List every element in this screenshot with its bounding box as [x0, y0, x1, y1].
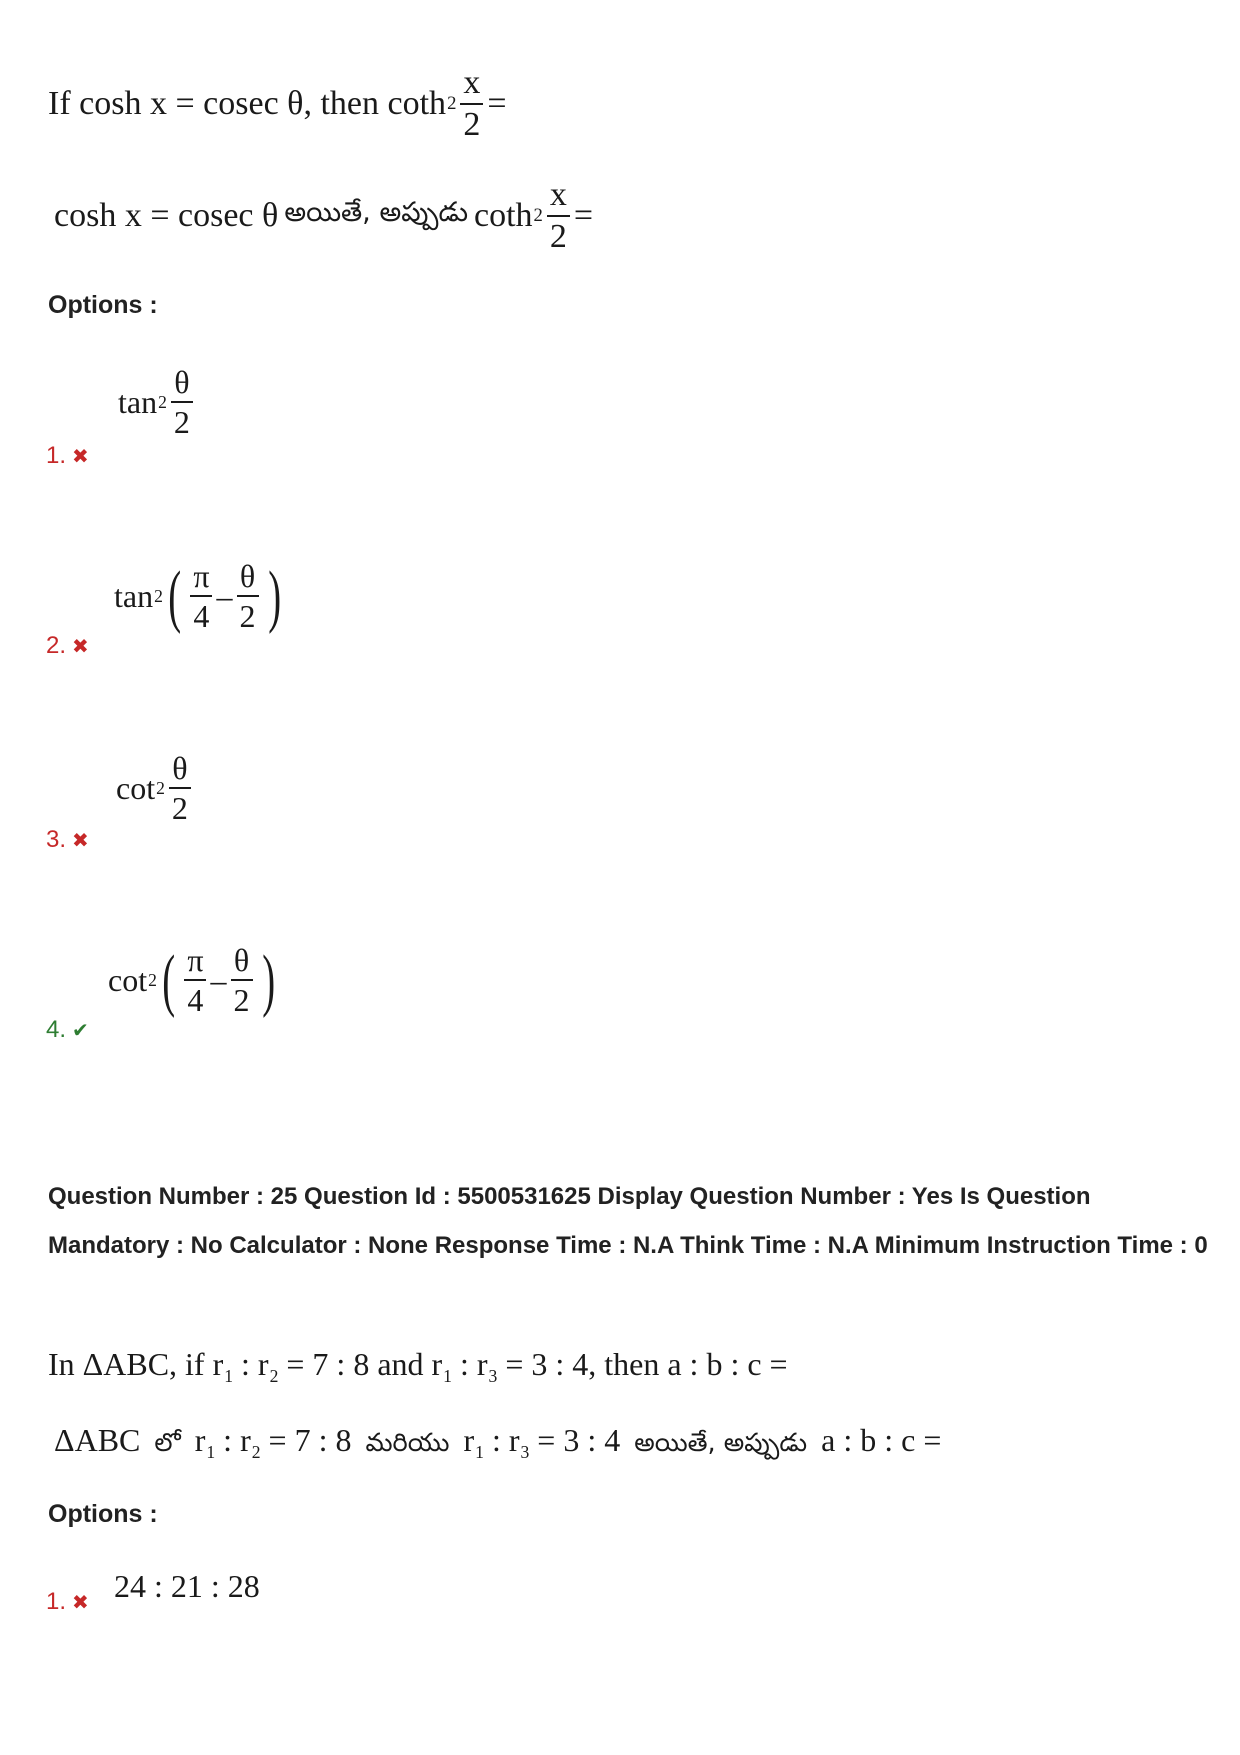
function-name: tan	[114, 577, 154, 614]
subscript: 2	[251, 1442, 261, 1463]
fraction-numerator: θ	[239, 558, 256, 594]
option-number: 1.	[46, 442, 67, 469]
fraction-numerator: θ	[174, 364, 190, 400]
q25-te-mariyu: మరియు	[365, 1428, 450, 1458]
q24-option-3-formula	[116, 752, 195, 824]
function-name: tan	[118, 383, 158, 420]
fraction-denominator: 4	[184, 979, 206, 1016]
fraction-theta-over-2	[231, 944, 253, 1016]
fraction-denominator: 2	[237, 595, 259, 632]
fraction-pi-over-4	[184, 944, 206, 1016]
left-paren: (	[162, 940, 176, 1019]
q24-te-coth: coth	[473, 197, 533, 234]
left-paren: (	[168, 556, 182, 635]
wrong-cross-icon: ✖	[72, 636, 89, 658]
exponent: 2	[156, 777, 165, 798]
fraction-pi-over-4	[190, 560, 212, 632]
q24-exponent: 2	[447, 93, 457, 114]
q25-text-pre: In ΔABC, if r	[48, 1346, 224, 1382]
q25-statement-english	[48, 1346, 788, 1387]
option-number: 3.	[46, 826, 67, 853]
fraction	[169, 752, 191, 824]
subscript: 1	[206, 1442, 216, 1463]
q25-te-colon: : r	[483, 1422, 520, 1458]
option-text: 24 : 21 : 28	[114, 1568, 260, 1604]
q25-statement-telugu	[54, 1422, 941, 1464]
q24-options-label: Options :	[48, 291, 158, 319]
q25-option-1-formula	[114, 1568, 260, 1605]
q25-te-ratio2: = 3 : 4	[529, 1422, 621, 1458]
correct-check-icon: ✔	[72, 1020, 89, 1042]
fraction-denominator: 2	[547, 215, 570, 254]
subscript: 2	[269, 1366, 279, 1387]
q25-te-r: r	[194, 1422, 206, 1458]
function-name: cot	[108, 961, 148, 998]
q24-text-if: If	[48, 85, 71, 122]
q25-te-triangle: ΔABC	[54, 1422, 141, 1458]
right-paren: )	[261, 940, 275, 1019]
subscript: 1	[475, 1442, 484, 1463]
q24-option-4-number	[46, 1016, 89, 1044]
q24-option-2-number	[46, 632, 89, 660]
exponent: 2	[148, 969, 157, 990]
wrong-cross-icon: ✖	[72, 830, 89, 852]
q25-ratio2: = 3 : 4, then a : b : c =	[497, 1346, 788, 1382]
fraction-denominator: 4	[190, 595, 212, 632]
q25-te-end: a : b : c =	[821, 1422, 942, 1458]
q25-te-words: అయితే, అప్పుడు	[634, 1428, 808, 1458]
fraction-denominator: 2	[169, 787, 191, 824]
fraction-denominator: 2	[460, 103, 483, 142]
exponent: 2	[154, 585, 163, 606]
q24-te-exponent: 2	[533, 205, 543, 226]
q25-te-r: r	[463, 1422, 475, 1458]
fraction-theta-over-2	[237, 560, 259, 632]
q24-te-equals: =	[150, 197, 170, 234]
q25-ratio1: = 7 : 8 and r	[278, 1346, 443, 1382]
function-name: cot	[116, 769, 156, 806]
wrong-cross-icon: ✖	[72, 446, 89, 468]
q25-options-label: Options :	[48, 1500, 158, 1528]
q24-te-rhs: cosec θ	[178, 197, 279, 234]
q24-text-then: then	[320, 85, 380, 122]
wrong-cross-icon: ✖	[72, 1592, 89, 1614]
minus-sign: –	[216, 577, 233, 614]
q25-metadata: Question Number : 25 Question Id : 5500531625 Display Question Number : Yes Is Question Mandatory : No Calculator : None Response Time : N.A Think Time : N.A Minimum Instruction Time : 0	[48, 1183, 1208, 1259]
q25-te-ratio1: = 7 : 8	[260, 1422, 352, 1458]
option-number: 2.	[46, 632, 67, 659]
exponent: 2	[158, 391, 167, 412]
q24-option-1-number	[46, 442, 89, 470]
option-number: 4.	[46, 1016, 67, 1043]
subscript: 1	[443, 1366, 452, 1387]
q24-option-1-formula	[118, 366, 197, 438]
fraction-numerator: x	[463, 64, 481, 101]
q25-te-colon: : r	[215, 1422, 251, 1458]
fraction-numerator: θ	[172, 750, 188, 786]
q24-statement-english	[48, 66, 507, 142]
q24-fraction	[460, 66, 483, 142]
q25-option-1-number	[46, 1588, 89, 1616]
fraction-denominator: 2	[231, 979, 253, 1016]
q24-option-4-formula	[108, 940, 280, 1019]
q24-statement-telugu	[54, 178, 593, 254]
minus-sign: –	[210, 961, 227, 998]
q24-te-lhs: cosh x	[54, 197, 142, 234]
q25-colon: : r	[233, 1346, 269, 1382]
fraction	[171, 366, 193, 438]
subscript: 3	[520, 1442, 530, 1463]
q24-te-equals-end: =	[573, 197, 594, 234]
right-paren: )	[267, 556, 281, 635]
q24-rhs: cosec θ,	[203, 85, 312, 122]
q24-option-3-number	[46, 826, 89, 854]
q24-te-words: అయితే, అప్పుడు	[284, 197, 468, 228]
q24-equals: =	[175, 85, 195, 122]
option-number: 1.	[46, 1588, 67, 1615]
q24-equals-end: =	[487, 85, 507, 122]
q24-coth: coth	[387, 85, 447, 122]
fraction-numerator: π	[187, 942, 204, 978]
fraction-numerator: π	[193, 558, 210, 594]
q24-option-2-formula	[114, 556, 286, 635]
q25-te-lo: లో	[154, 1428, 181, 1458]
subscript: 1	[224, 1366, 234, 1387]
q24-te-fraction	[547, 178, 570, 254]
fraction-numerator: θ	[233, 942, 250, 978]
fraction-denominator: 2	[171, 401, 193, 438]
subscript: 3	[488, 1366, 498, 1387]
q24-lhs: cosh x	[79, 85, 167, 122]
q25-colon: : r	[451, 1346, 488, 1382]
fraction-numerator: x	[549, 176, 567, 213]
